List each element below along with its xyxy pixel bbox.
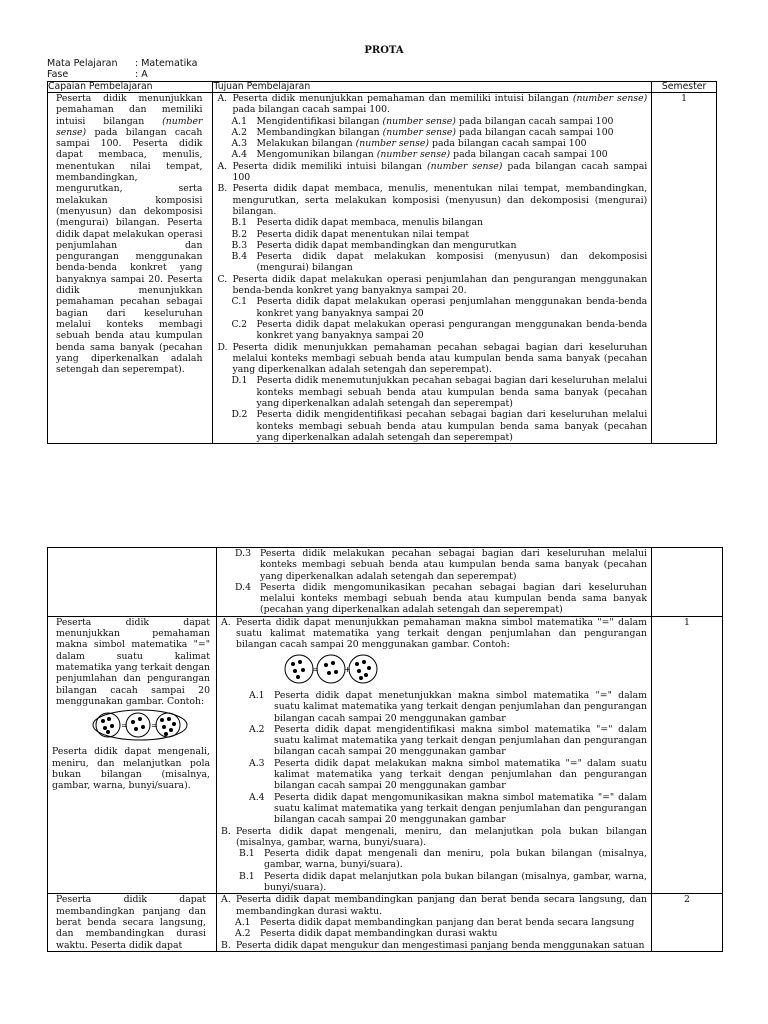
list-item-text: Peserta didik dapat mengenali, meniru, dan melanjutkan pola bukan bilangan (misalnya, gambar, warna, bunyi/suara). <box>236 825 647 848</box>
tp-cell <box>213 93 652 444</box>
list-item-text: Peserta didik dapat melakukan operasi pengurangan menggunakan benda-benda konkret yang banyaknya sampai 20 <box>256 318 648 342</box>
list-item <box>217 342 647 376</box>
list-marker: B.1 <box>239 848 255 860</box>
list-marker: A.4 <box>231 149 248 161</box>
list-item-text: Peserta didik dapat menentukan nilai tempat <box>256 228 470 240</box>
list-item <box>231 217 647 228</box>
list-item-text: Peserta didik dapat menunjukkan pemahaman makna simbol matematika "=" dalam suatu kalimat matematika yang terkait dengan penjumlahan dan pengurangan bilangan cacah sampai 20 menggunakan gambar. Contoh: <box>236 616 647 651</box>
cp-text-2: Peserta didik dapat mengenali, meniru, dan melanjutkan pola bukan bilangan (misalnya, gambar, warna, bunyi/suara). <box>52 746 210 792</box>
list-item-text: Peserta didik mengidentifikasi pecahan sebagai bagian dari keseluruhan melalui konteks membagi sebuah benda atau kumpulan benda sama banyak (pecahan yang diperkenalkan adalah setengah dan seperempat) <box>256 409 648 443</box>
table-row <box>48 616 723 894</box>
list-item <box>249 758 647 792</box>
list-item <box>231 375 647 409</box>
header-cp: Capaian Pembelajaran <box>48 82 213 93</box>
svg-text:+: + <box>344 664 351 674</box>
cp-cell-empty <box>48 548 217 617</box>
phase-label: Fase <box>47 69 69 80</box>
list-item <box>239 848 647 871</box>
dots-equation-figure <box>92 709 188 741</box>
list-marker: B. <box>221 825 231 837</box>
table-row <box>48 93 717 444</box>
tp-cell <box>217 548 652 617</box>
list-marker: B.4 <box>231 251 248 263</box>
list-item-text: Peserta didik dapat melakukan operasi penjumlahan dan pengurangan menggunakan benda-benda konkret yang banyaknya sampai 20. <box>232 273 648 297</box>
list-item <box>231 116 647 127</box>
list-marker: C.1 <box>231 296 248 308</box>
list-item <box>231 138 647 149</box>
list-marker: A. <box>217 93 228 104</box>
list-marker: A. <box>221 616 231 628</box>
list-item-text: Peserta didik dapat melakukan komposisi (menyusun) dan dekomposisi (mengurai) bilangan <box>256 251 648 274</box>
list-marker: B. <box>217 183 228 195</box>
semester-cell: 2 <box>652 894 723 952</box>
list-item <box>217 183 647 217</box>
list-item <box>231 409 647 443</box>
list-item-text: Mengidentifikasi bilangan (number sense) pada bilangan cacah sampai 100 <box>256 115 614 127</box>
table-row <box>48 894 723 952</box>
list-item-text: Peserta didik dapat membaca, menulis bilangan <box>256 217 484 229</box>
prota-table-page2 <box>47 547 723 952</box>
semester-cell: 1 <box>652 93 717 444</box>
list-marker: C. <box>217 273 228 285</box>
list-item <box>249 724 647 758</box>
list-item <box>217 161 647 184</box>
list-item-text: Peserta didik menunjukkan pemahaman dan memiliki intuisi bilangan (number sense) pada bilangan cacah sampai 100. <box>232 93 648 116</box>
list-item-text: Peserta didik dapat membandingkan durasi waktu <box>260 928 498 940</box>
list-marker: D. <box>217 341 228 353</box>
list-item <box>231 319 647 342</box>
svg-text:=: = <box>151 721 158 731</box>
list-item <box>231 127 647 138</box>
list-item <box>235 582 647 616</box>
cp-cell: Peserta didik dapat membandingkan panjang dan berat benda secara langsung, dan membandingkan durasi waktu. Peserta didik dapat <box>48 894 217 952</box>
list-item-text: Peserta didik dapat membandingkan panjang dan berat benda secara langsung, dan membandingkan durasi waktu. <box>236 894 647 917</box>
list-marker: A.1 <box>249 689 265 701</box>
list-marker: A.2 <box>249 723 265 735</box>
list-item <box>235 548 647 582</box>
dots-equation-figure <box>283 653 379 685</box>
list-item <box>231 296 647 319</box>
prota-table-page1 <box>47 81 717 444</box>
list-item <box>231 240 647 251</box>
cp-cell <box>48 616 217 894</box>
subject-label: Mata Pelajaran <box>47 58 118 69</box>
page-title: PROTA <box>364 45 404 56</box>
list-item-text: Peserta didik dapat membandingkan panjang dan berat benda secara langsung <box>260 916 635 928</box>
list-marker: A.3 <box>231 138 248 150</box>
list-item-text: Peserta didik mengomunikasikan pecahan sebagai bagian dari keseluruhan melalui konteks membagi sebuah benda atau kumpulan benda sama banyak (pecahan yang diperkenalkan adalah setengah dan seperempat) <box>260 581 647 616</box>
list-item-text: Peserta didik menunjukkan pemahaman pecahan sebagai bagian dari keseluruhan melalui konteks membagi sebuah benda atau kumpulan benda sama banyak (pecahan yang diperkenalkan adalah setengah dan seperempat). <box>232 341 648 376</box>
list-item <box>231 149 647 160</box>
list-item <box>239 871 647 894</box>
list-marker: D.2 <box>231 409 248 421</box>
list-item-text: Peserta didik melakukan pecahan sebagai bagian dari keseluruhan melalui konteks membagi sebuah benda atau kumpulan benda sama banyak (pecahan yang diperkenalkan adalah setengah dan seperempat) <box>260 548 647 582</box>
list-item-text: Peserta didik dapat melanjutkan pola bukan bilangan (misalnya, gambar, warna, bunyi/suara). <box>264 870 647 894</box>
list-item-text: Peserta didik dapat mengomunikasikan makna simbol matematika "=" dalam suatu kalimat matematika yang terkait dengan penjumlahan dan pengurangan bilangan cacah sampai 20 menggunakan gambar <box>274 791 647 826</box>
phase-value: : A <box>135 69 148 80</box>
svg-text:=: = <box>312 664 319 674</box>
list-item <box>221 617 647 651</box>
meta-subject <box>47 58 197 69</box>
list-item <box>249 690 647 724</box>
header-semester: Semester <box>652 82 717 93</box>
list-marker: A. <box>221 894 231 906</box>
list-item-text: Peserta didik dapat menetunjukkan makna simbol matematika "=" dalam suatu kalimat matematika yang terkait dengan penjumlahan dan pengurangan bilangan cacah sampai 20 menggunakan gambar <box>274 689 647 724</box>
list-item-text: Peserta didik menemutunjukkan pecahan sebagai bagian dari keseluruhan melalui konteks membagi sebuah benda atau kumpulan benda sama banyak (pecahan yang diperkenalkan adalah setengah dan seperempat) <box>256 375 648 410</box>
meta-phase <box>47 69 148 80</box>
list-marker: A.2 <box>235 928 251 940</box>
list-marker: D.3 <box>235 548 251 559</box>
subject-value: : Matematika <box>135 58 198 69</box>
list-item-text: Peserta didik dapat membandingkan dan mengurutkan <box>256 239 517 251</box>
cp-cell: Peserta didik menunjukkan pemahaman dan memiliki intuisi bilangan (number sense) pada bilangan cacah sampai 100. Peserta didik dapat membaca, menulis, menentukan nilai tempat, membandingkan, mengurutkan, serta melakukan komposisi (menyusun) dan dekomposisi (mengurai) bilangan. Peserta didik dapat melakukan operasi penjumlahan dan pengurangan menggunakan benda-benda konkret yang banyaknya sampai 20. Peserta didik menunjukkan pemahaman pecahan sebagai bagian dari keseluruhan melalui konteks membagi sebuah benda atau kumpulan benda sama banyak (pecahan yang diperkenalkan adalah setengah dan seperempat). <box>48 93 213 444</box>
list-item-text: Peserta didik dapat melakukan makna simbol matematika "=" dalam suatu kalimat matematika yang terkait dengan penjumlahan dan pengurangan bilangan cacah sampai 20 menggunakan gambar <box>274 757 647 792</box>
list-marker: B.2 <box>231 228 248 240</box>
list-marker: A.2 <box>231 126 248 138</box>
semester-cell-empty <box>652 548 723 617</box>
list-item-text: Melakukan bilangan (number sense) pada bilangan cacah sampai 100 <box>256 138 587 150</box>
table-row <box>48 548 723 617</box>
list-marker: B.1 <box>239 870 255 882</box>
list-item <box>249 792 647 826</box>
list-marker: C.2 <box>231 318 248 330</box>
list-marker: A.1 <box>235 916 251 928</box>
list-marker: A.4 <box>249 791 265 803</box>
list-marker: A.1 <box>231 115 248 127</box>
list-item <box>231 229 647 240</box>
list-item-text: Peserta didik dapat melakukan operasi penjumlahan menggunakan benda-benda konkret yang banyaknya sampai 20 <box>256 296 648 319</box>
list-item <box>221 894 647 917</box>
cp-text-1: Peserta didik dapat menunjukkan pemahaman makna simbol matematika "=" dalam suatu kalimat matematika yang terkait dengan penjumlahan dan pengurangan bilangan cacah sampai 20 menggunakan gambar. Contoh: <box>56 616 210 707</box>
list-item <box>235 928 647 939</box>
list-marker: D.4 <box>235 581 251 593</box>
list-item <box>217 274 647 297</box>
list-item <box>231 251 647 274</box>
list-item-text: Peserta didik dapat mengukur dan mengestimasi panjang benda menggunakan satuan <box>236 939 645 951</box>
tp-cell <box>217 616 652 894</box>
list-marker: A. <box>217 160 228 172</box>
header-tp: Tujuan Pembelajaran <box>213 82 652 93</box>
list-item-text: Membandingkan bilangan (number sense) pada bilangan cacah sampai 100 <box>256 126 614 138</box>
list-item <box>235 917 647 928</box>
list-marker: A.3 <box>249 757 265 769</box>
list-marker: D.1 <box>231 375 248 387</box>
tp-cell <box>217 894 652 952</box>
list-marker: B. <box>221 939 231 951</box>
list-item <box>221 826 647 849</box>
list-marker: B.1 <box>231 217 248 229</box>
list-item-text: Peserta didik dapat mengenali dan meniru, pola bukan bilangan (misalnya, gambar, warna, bunyi/suara). <box>264 848 647 871</box>
list-item-text: Peserta didik dapat mengidentifikasi makna simbol matematika "=" dalam suatu kalimat matematika yang terkait dengan penjumlahan dan pengurangan bilangan cacah sampai 20 menggunakan gambar <box>274 723 647 758</box>
list-item <box>221 940 647 951</box>
semester-cell: 1 <box>652 616 723 894</box>
list-item <box>217 93 647 116</box>
table-header-row <box>48 82 717 93</box>
list-item-text: Peserta didik dapat membaca, menulis, menentukan nilai tempat, membandingkan, mengurutkan, serta melakukan komposisi (menyusun) dan dekomposisi (mengurai) bilangan. <box>232 183 648 217</box>
list-item-text: Peserta didik memiliki intuisi bilangan (number sense) pada bilangan cacah sampai 100 <box>232 160 648 184</box>
list-marker: B.3 <box>231 239 248 251</box>
svg-text:=: = <box>121 721 128 731</box>
list-item-text: Mengomunikan bilangan (number sense) pada bilangan cacah sampai 100 <box>256 149 608 161</box>
